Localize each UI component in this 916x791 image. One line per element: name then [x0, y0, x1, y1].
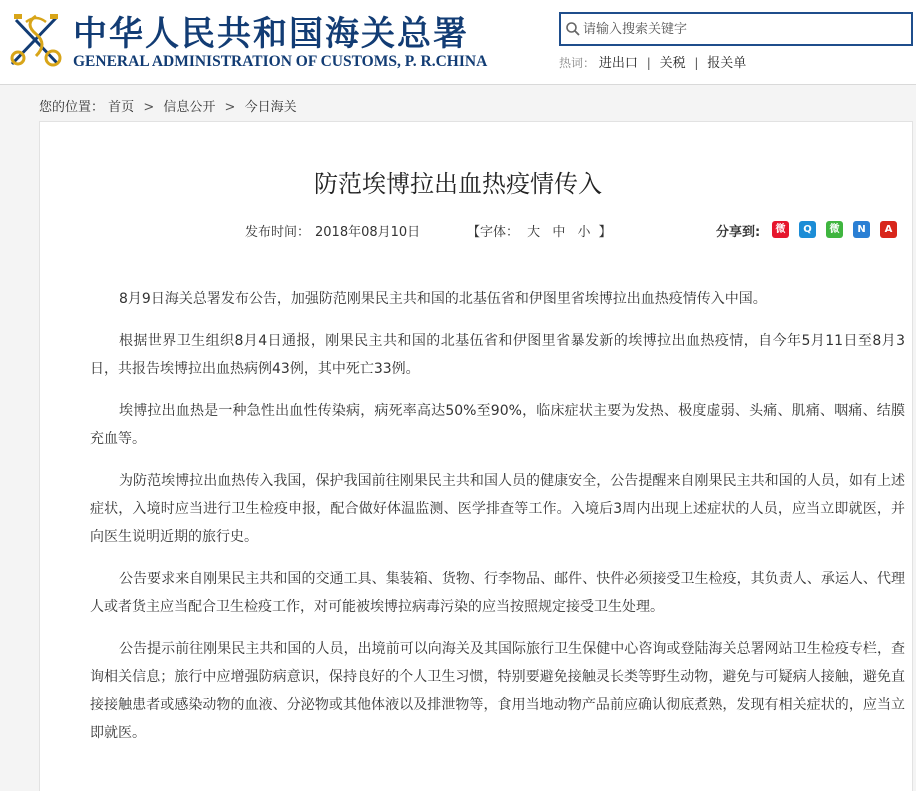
hot-word-guanshui[interactable]: 关税 — [659, 56, 686, 71]
hot-words — [559, 52, 746, 71]
divider: | — [646, 56, 651, 70]
publish-date: 2018年08月10日 — [315, 225, 421, 240]
hot-words-label: 热词： — [559, 56, 596, 70]
article-paragraph: 公告提示前往刚果民主共和国的人员，出境前可以向海关及其国际旅行卫生保健中心咨询或登陆海关总署网站卫生检疫专栏，查询相关信息；旅行中应增强防病意识，保持良好的个人卫生习惯，特别要避免接触灵长类等野生动物，避免与可疑病人接触，避免直接接触患者或感染动物的血液、分泌物或其他体液以及排泄物等，食用当地动物产品前应确认彻底煮熟，发现有相关症状的，应当立即就医。 — [90, 641, 905, 741]
search-input[interactable] — [583, 17, 903, 41]
article-paragraph: 根据世界卫生组织8月4日通报，刚果民主共和国的北基伍省和伊图里省暴发新的埃博拉出血热疫情，自今年5月11日至8月3日，共报告埃博拉出血热病例43例，其中死亡33例。 — [90, 333, 905, 377]
share-label: 分享到: — [716, 225, 761, 240]
hot-word-jinchukou[interactable]: 进出口 — [598, 56, 638, 71]
breadcrumb-info-public[interactable]: 信息公开 — [163, 100, 216, 115]
breadcrumb-today-customs[interactable]: 今日海关 — [244, 100, 297, 115]
site-title-en[interactable]: GENERAL ADMINISTRATION OF CUSTOMS, P. R.CHINA — [73, 53, 488, 70]
breadcrumb-label: 您的位置： — [39, 100, 105, 115]
qzone-share-icon[interactable]: Q — [799, 221, 816, 238]
publish-label: 发布时间： — [245, 225, 311, 240]
article-meta — [0, 221, 916, 241]
wechat-share-icon[interactable]: 微 — [826, 221, 843, 238]
article-title: 防范埃博拉出血热疫情传入 — [314, 170, 602, 198]
breadcrumb-home[interactable]: 首页 — [108, 100, 135, 115]
article-paragraph: 公告要求来自刚果民主共和国的交通工具、集装箱、货物、行李物品、邮件、快件必须接受卫生检疫，其负责人、承运人、代理人或者货主应当配合卫生检疫工作，对可能被埃博拉病毒污染的应当按照规定接受卫生处理。 — [90, 571, 905, 615]
article-paragraph: 为防范埃博拉出血热传入我国，保护我国前往刚果民主共和国人员的健康安全，公告提醒来自刚果民主共和国的人员，如有上述症状，入境时应当进行卫生检疫申报，配合做好体温监测、医学排查等工作。入境后3周内出现上述症状的人员，应当立即就医，并向医生说明近期的旅行史。 — [90, 473, 905, 545]
hot-word-baoguandan[interactable]: 报关单 — [707, 56, 747, 71]
divider: | — [694, 56, 699, 70]
article-paragraph: 8月9日海关总署发布公告，加强防范刚果民主共和国的北基伍省和伊图里省埃博拉出血热疫情传入中国。 — [119, 291, 767, 307]
site-header — [0, 0, 916, 84]
font-size-large-button[interactable]: 大 — [527, 225, 541, 240]
search-icon[interactable] — [565, 21, 581, 37]
search-box — [559, 12, 913, 46]
customs-emblem-icon[interactable] — [6, 8, 66, 70]
breadcrumb-separator: > — [143, 100, 155, 115]
weibo-share-icon[interactable]: 微 — [772, 221, 789, 238]
font-size-medium-button[interactable]: 中 — [552, 225, 566, 240]
site-title-cn[interactable]: 中华人民共和国海关总署 — [73, 14, 469, 54]
font-size-control — [467, 221, 612, 240]
font-label-open: 【字体： — [467, 225, 520, 240]
breadcrumb-separator: > — [224, 100, 236, 115]
renren-share-icon[interactable]: N — [853, 221, 870, 238]
font-label-close: 】 — [598, 225, 612, 240]
font-size-small-button[interactable]: 小 — [577, 225, 591, 240]
article-body — [90, 285, 905, 761]
pdf-share-icon[interactable]: A — [880, 221, 897, 238]
breadcrumb — [39, 96, 297, 115]
article-paragraph: 埃博拉出血热是一种急性出血性传染病，病死率高达50%至90%，临床症状主要为发热、极度虚弱、头痛、肌痛、咽痛、结膜充血等。 — [90, 403, 905, 447]
